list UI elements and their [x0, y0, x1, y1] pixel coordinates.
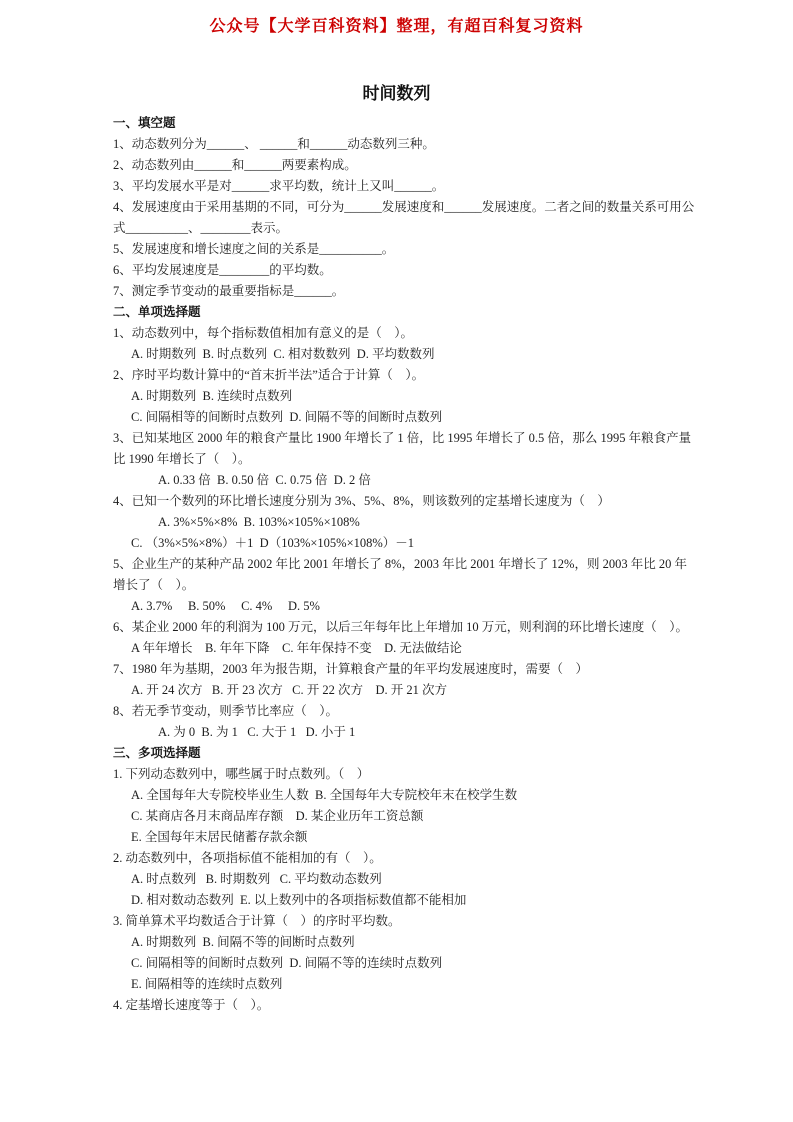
question-line: 4. 定基增长速度等于（ ）。 — [113, 998, 270, 1012]
option-row: A. 时期数列 B. 时点数列 C. 相对数数列 D. 平均数数列 — [131, 347, 435, 361]
option-row: A. 为 0 B. 为 1 C. 大于 1 D. 小于 1 — [158, 725, 356, 739]
option-row: D. 相对数动态数列 E. 以上数列中的各项指标数值都不能相加 — [131, 893, 467, 907]
option-row: A 年年增长 B. 年年下降 C. 年年保持不变 D. 无法做结论 — [131, 641, 462, 655]
question-line: 2、动态数列由______和______两要素构成。 — [113, 158, 357, 172]
question-line: 5、发展速度和增长速度之间的关系是__________。 — [113, 242, 395, 256]
option-row: E. 全国每年末居民储蓄存款余额 — [131, 830, 308, 844]
question-line: 7、1980 年为基期，2003 年为报告期，计算粮食产量的年平均发展速度时，需要（ ） — [113, 662, 589, 676]
option-row: A. 3%×5%×8% B. 103%×105%×108% — [158, 515, 360, 529]
option-row: A. 时期数列 B. 间隔不等的间断时点数列 — [131, 935, 355, 949]
option-row: E. 间隔相等的连续时点数列 — [131, 977, 283, 991]
option-row: C. 间隔相等的间断时点数列 D. 间隔不等的间断时点数列 — [131, 410, 443, 424]
section-heading: 三、多项选择题 — [113, 746, 201, 760]
question-line: 2、序时平均数计算中的“首末折半法”适合于计算（ ）。 — [113, 368, 425, 382]
question-line: 1、动态数列分为______、 ______和______动态数列三种。 — [113, 137, 435, 151]
question-line: 比 1990 年增长了（ ）。 — [113, 452, 251, 466]
document-body — [0, 106, 793, 1016]
question-line: 5、企业生产的某种产品 2002 年比 2001 年增长了 8%，2003 年比 2001 年增长了 12%，则 2003 年比 20 年 — [113, 557, 687, 571]
option-row: A. 时期数列 B. 连续时点数列 — [131, 389, 293, 403]
section-heading: 二、单项选择题 — [113, 305, 201, 319]
question-line: 3、平均发展水平是对______求平均数，统计上又叫______。 — [113, 179, 445, 193]
question-line: 4、发展速度由于采用基期的不同，可分为______发展速度和______发展速度。二者之间的数量关系可用公 — [113, 200, 695, 214]
question-line: 3、已知某地区 2000 年的粮食产量比 1900 年增长了 1 倍，比 1995 年增长了 0.5 倍，那么 1995 年粮食产量 — [113, 431, 692, 445]
question-line: 4、已知一个数列的环比增长速度分别为 3%、5%、8%，则该数列的定基增长速度为（ ） — [113, 494, 610, 508]
question-line: 1、动态数列中，每个指标数值相加有意义的是（ ）。 — [113, 326, 414, 340]
option-row: C. （3%×5%×8%）＋1 D（103%×105%×108%）－1 — [131, 536, 415, 550]
question-line: 7、测定季节变动的最重要指标是______。 — [113, 284, 345, 298]
question-line: 6、平均发展速度是________的平均数。 — [113, 263, 332, 277]
option-row: A. 0.33 倍 B. 0.50 倍 C. 0.75 倍 D. 2 倍 — [158, 473, 371, 487]
question-line: 8、若无季节变动，则季节比率应（ ）。 — [113, 704, 339, 718]
option-row: C. 某商店各月末商品库存额 D. 某企业历年工资总额 — [131, 809, 424, 823]
section-heading: 一、填空题 — [113, 116, 176, 130]
question-line: 式__________、________表示。 — [113, 221, 289, 235]
page-title: 时间数列 — [362, 84, 431, 103]
page-header-notice: 公众号【大学百科资料】整理，有超百科复习资料 — [209, 18, 584, 35]
option-row: A. 全国每年大专院校毕业生人数 B. 全国每年大专院校年末在校学生数 — [131, 788, 518, 802]
question-line: 3. 简单算术平均数适合于计算（ ）的序时平均数。 — [113, 914, 401, 928]
question-line: 6、某企业 2000 年的利润为 100 万元，以后三年每年比上年增加 10 万元，则利润的环比增长速度（ ）。 — [113, 620, 689, 634]
option-row: A. 开 24 次方 B. 开 23 次方 C. 开 22 次方 D. 开 21 次方 — [131, 683, 447, 697]
option-row: A. 时点数列 B. 时期数列 C. 平均数动态数列 — [131, 872, 382, 886]
option-row: C. 间隔相等的间断时点数列 D. 间隔不等的连续时点数列 — [131, 956, 443, 970]
question-line: 1. 下列动态数列中，哪些属于时点数列。（ ） — [113, 767, 370, 781]
option-row: A. 3.7% B. 50% C. 4% D. 5% — [131, 599, 320, 613]
question-line: 增长了（ ）。 — [113, 578, 195, 592]
question-line: 2. 动态数列中，各项指标值不能相加的有（ ）。 — [113, 851, 382, 865]
